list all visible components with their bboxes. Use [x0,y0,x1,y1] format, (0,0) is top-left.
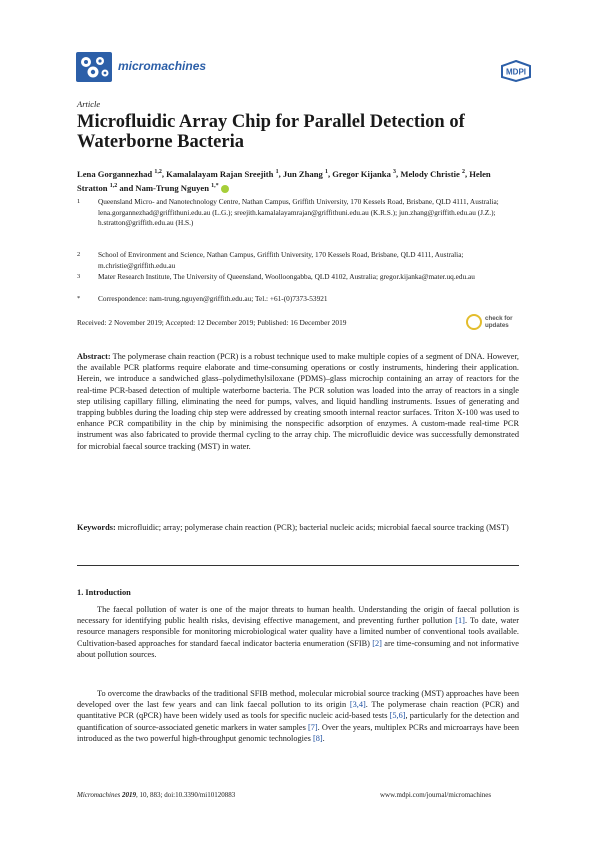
affiliation-text: Queensland Micro- and Nanotechnology Centre, Nathan Campus, Griffith University, 170 Kessels Road, Brisbane, QLD 4111, Australia; lena.gorgannezhad@griffithuni.edu.au (L.G.); sreejith.kamalalayamrajan@griffithuni.edu.au (K.R.S.); jun.zhang@griffith.edu.au (J.Z.); h.stratton@griffith.edu.au (H.S.) [98,197,499,228]
updates-line1: check for [485,315,513,322]
abstract [77,351,519,452]
author-affiliation-marker: 1 [324,169,328,175]
footer-url[interactable]: www.mdpi.com/journal/micromachines [380,791,492,799]
check-for-updates-icon [466,314,482,330]
affiliation-2 [77,250,517,272]
keywords [77,522,519,533]
section-heading: 1. Introduction [77,588,131,597]
abstract-text: The polymerase chain reaction (PCR) is a robust technique used to make multiple copies of a segment of DNA. However, the available PCR platforms require elaborate and time-consuming operations or costly instruments, hindering their application. Herein, we introduce a sandwiched glass–polydimethylsiloxane (PDMS)–glass microchip containing an array of reactors for the real-time PCR-based detection of multiple waterborne bacteria. The PCR solution was loaded into the array of reactors in a single step utilising capillary filling, eliminating the need for pumps, valves, and liquid handling instruments. Issues of generating and trapping bubbles during the loading chip step were addressed by creating smooth internal reactor surfaces. Triton X-100 was used to enhance PCR compatibility in the chip by minimising the nonspecific adsorption of enzymes. A custom-made real-time PCR instrument was also fabricated to provide thermal cycling to the array chip. The microfluidic device was successfully demonstrated for microbial faecal source tracking (MST) in water. [77,352,519,451]
publisher-name: MDPI [506,67,526,77]
author-affiliation-marker: 1,* [211,182,219,189]
author-name: Nam-Trung Nguyen [135,182,209,193]
affiliation-text: School of Environment and Science, Nathan Campus, Griffith University, 170 Kessels Road, Brisbane, QLD 4111, Australia; m.christie@griffith.edu.au [98,250,464,270]
author-name: Jun Zhang [282,168,323,179]
author-name: Kamalalayam Rajan Sreejith [166,168,274,179]
author-affiliation-marker: 1 [275,169,279,175]
footer-volume-doi[interactable]: , 10, 883; doi:10.3390/mi10120883 [136,791,236,799]
paragraph-text: , particularly for the detection and quantification of source-associated genetic markers in water samples [77,711,519,732]
intro-paragraph-2 [77,688,519,744]
article-title: Microfluidic Array Chip for Parallel Detection of Waterborne Bacteria [77,112,465,152]
paragraph-text: To overcome the drawbacks of the traditional SFIB method, molecular microbial source tracking (MST) approaches have been developed over the last few years and can link faecal pollution to its origin [77,689,519,710]
author-name: Gregor Kijanka [332,168,391,179]
affiliation-text: Mater Research Institute, The University of Queensland, Woolloongabba, QLD 4102, Australia; gregor.kijanka@mater.uq.edu.au [98,272,475,281]
affiliation-text: Correspondence: nam-trung.nguyen@griffith.edu.au; Tel.: +61-(0)7373-53921 [98,294,328,303]
footer-year: 2019 [122,791,137,799]
article-type: Article [77,99,101,109]
correspondence [77,294,517,305]
reference-link[interactable]: [7] [307,722,318,732]
affiliation-number: 2 [77,251,81,258]
section-divider [77,565,519,566]
paragraph-text: . Over the years, multiplex PCRs and microarrays have been introduced as the two powerful high-throughput genomic technologies [77,722,519,743]
publication-dates: Received: 2 November 2019; Accepted: 12 December 2019; Published: 16 December 2019 [77,318,347,327]
reference-link[interactable]: [1] [455,616,465,626]
affiliation-1 [77,197,517,250]
affiliation-3 [77,272,517,294]
journal-name[interactable]: micromachines [118,59,207,73]
affiliation-number: * [77,295,81,302]
author-name: Helen Stratton [77,168,491,193]
mdpi-logo-icon[interactable] [500,60,532,82]
reference-link[interactable]: [5,6] [389,711,406,721]
paragraph-text: are time-consuming and not informative about pollution sources. [77,638,519,659]
paragraph-text: . [322,733,325,743]
journal-logo-icon [76,52,112,82]
author-affiliation-marker: 2 [461,169,465,175]
paragraph-text: The faecal pollution of water is one of the major threats to human health. Understanding the origin of faecal pollution is necessary for identifying public health risks, devising effective management, and preventing further pollution [77,605,519,626]
affiliation-number: 1 [77,198,81,205]
reference-link[interactable]: [2] [372,638,382,648]
paragraph-text: . The polymerase chain reaction (PCR) and quantitative PCR (qPCR) have been widely used as tools for specific nucleic acid-based tests [77,700,520,721]
keywords-text: microfluidic; array; polymerase chain reaction (PCR); bacterial nucleic acids; microbial faecal source tracking (MST) [117,523,509,532]
check-for-updates-badge[interactable] [466,312,526,334]
author-affiliation-marker: 3 [393,169,397,175]
reference-link[interactable]: [3,4] [349,700,366,710]
abstract-label: Abstract: [77,352,111,361]
author-affiliation-marker: 1,2 [109,182,118,189]
paragraph-text: . To date, water resource managers responsible for monitoring microbiological water quality have a limited number of conventional tools available. Cultivation-based approaches for standard faecal indicator bacteria enumeration (SFIB) [77,616,519,648]
author-list: Lena Gorgannezhad $^{1,2}$, Kamalalayam Rajan Sreejith $^1$, Jun Zhang $^1$, Gregor Kijanka $^3$, Melody Christie $^2$, Helen Stratton $^{1,2}$ and Nam-Trung Nguyen $^{1,*}$ [77,168,491,193]
author-name: Melody Christie [400,168,460,179]
author-name: Lena Gorgannezhad [77,168,153,179]
affiliation-number: 3 [77,273,81,280]
author-affiliation-marker: 1,2 [154,169,162,175]
footer-citation [77,791,235,799]
reference-link[interactable]: [8] [312,733,323,743]
intro-paragraph-1 [77,604,519,660]
footer-journal: Micromachines [77,791,121,799]
updates-line2: updates [485,322,509,329]
keywords-label: Keywords: [77,523,116,532]
orcid-icon[interactable] [221,185,229,193]
